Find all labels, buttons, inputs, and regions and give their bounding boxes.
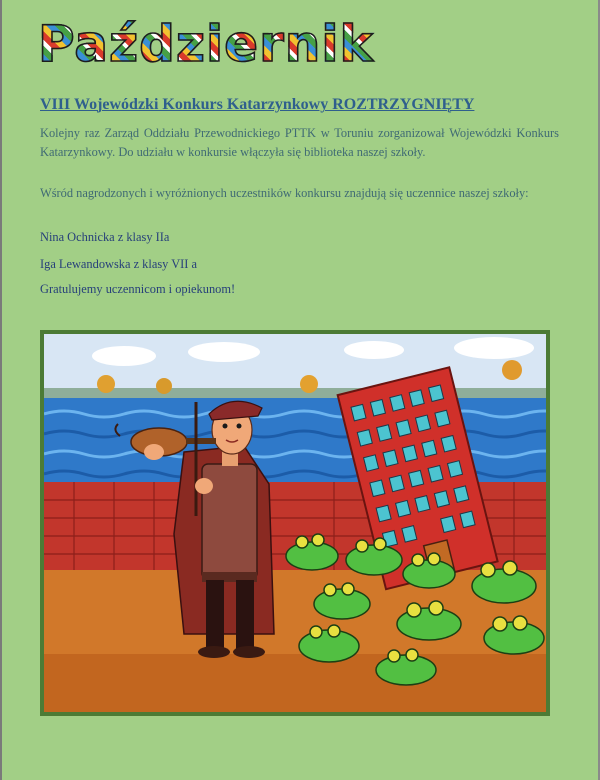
hand — [195, 478, 213, 494]
article-paragraph-2: Wśród nagrodzonych i wyróżnionych uczestników konkursu znajdują się uczennice naszej szkoły: — [40, 186, 529, 200]
artwork-drawing — [44, 334, 546, 712]
leg — [206, 580, 224, 650]
artwork-frame — [40, 330, 550, 716]
tree — [502, 360, 522, 380]
winner-2: Iga Lewandowska z klasy VII a — [40, 257, 198, 271]
article-headline: VIII Wojewódzki Konkurs Katarzynkowy ROZTRZYGNIĘTY — [40, 96, 475, 113]
leg — [236, 580, 254, 650]
shoe — [233, 646, 265, 658]
cloud — [454, 337, 534, 359]
ground-shadow — [44, 654, 546, 712]
month-title: Październik — [38, 15, 374, 73]
page-left-border — [0, 0, 2, 780]
article-paragraph-1: Kolejny raz Zarząd Oddziału Przewodnickiego PTTK w Toruniu zorganizował Wojewódzki Konkurs Katarzynkowy. Do udziału w konkursie włączyła się biblioteka naszej szkoły. — [40, 126, 559, 159]
winner-1: Nina Ochnicka z klasy IIa — [40, 230, 170, 244]
congratulations-line: Gratulujemy uczennicom i opiekunom! — [40, 282, 236, 296]
tree — [97, 375, 115, 393]
cloud — [188, 342, 260, 362]
hand — [144, 444, 164, 460]
shoe — [198, 646, 230, 658]
cloud — [344, 341, 404, 359]
tree — [156, 378, 172, 394]
tree — [300, 375, 318, 393]
cloud — [92, 346, 156, 366]
